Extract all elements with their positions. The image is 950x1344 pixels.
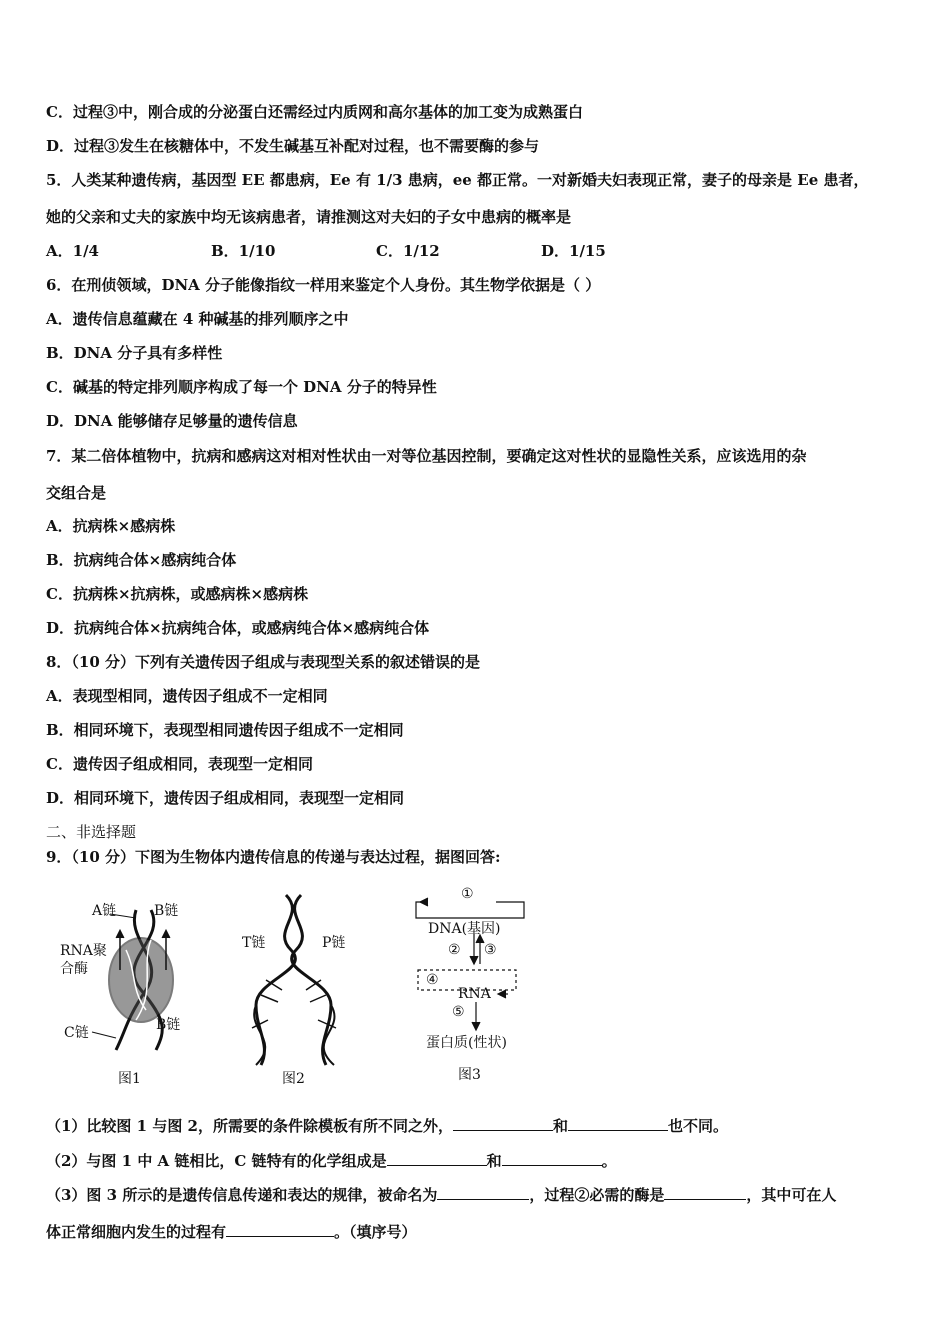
- q9-sub3-mid: ，过程②必需的酶是: [529, 1186, 665, 1204]
- q9-sub3b-end: 。（填序号）: [334, 1223, 417, 1241]
- q6-option-d: D．DNA 能够储存足够量的遗传信息: [46, 412, 298, 430]
- fig1-caption: 图1: [118, 1071, 141, 1087]
- figure2-replication: [252, 895, 336, 1065]
- answer-blank[interactable]: [437, 1184, 529, 1200]
- fig3-label-2: ②: [448, 942, 461, 958]
- q9-sub2: [46, 1150, 617, 1171]
- fig1-label-rna-pol-2: 合酶: [60, 961, 88, 977]
- q8-stem: 8．（10 分）下列有关遗传因子组成与表现型关系的叙述错误的是: [46, 653, 481, 671]
- q6-option-c: C．碱基的特定排列顺序构成了每一个 DNA 分子的特异性: [46, 378, 437, 396]
- q5-stem-line2: 她的父亲和丈夫的家族中均无该病患者，请推测这对夫妇的子女中患病的概率是: [46, 208, 572, 226]
- q8-option-a: A．表现型相同，遗传因子组成不一定相同: [46, 687, 328, 705]
- q9-sub3: [46, 1184, 836, 1205]
- q4-option-c: C．过程③中，刚合成的分泌蛋白还需经过内质网和高尔基体的加工变为成熟蛋白: [46, 103, 583, 121]
- answer-blank[interactable]: [568, 1115, 668, 1131]
- q7-option-c: C．抗病株×抗病株，或感病株×感病株: [46, 585, 309, 603]
- fig3-label-1: ①: [461, 886, 474, 902]
- q6-option-a: A．遗传信息蕴藏在 4 种碱基的排列顺序之中: [46, 310, 349, 328]
- q5-option-d: D．1/15: [541, 242, 606, 260]
- q8-option-d: D．相同环境下，遗传因子组成相同，表现型一定相同: [46, 789, 405, 807]
- q9-sub2-and: 和: [486, 1152, 502, 1170]
- fig2-label-p-chain: P链: [322, 935, 346, 951]
- q9-stem: 9．（10 分）下图为生物体内遗传信息的传递与表达过程，据图回答:: [46, 848, 501, 866]
- q7-stem-line2: 交组合是: [46, 484, 107, 502]
- q7-stem-line1: 7．某二倍体植物中，抗病和感病这对相对性状由一对等位基因控制，要确定这对性状的显隐性关系，应该选用的杂: [46, 447, 807, 465]
- fig3-label-4: ④: [426, 972, 439, 988]
- q9-sub3b-text: 体正常细胞内发生的过程有: [46, 1223, 227, 1241]
- fig3-label-5: ⑤: [452, 1004, 465, 1020]
- fig2-label-t-chain: T链: [242, 935, 266, 951]
- q7-option-a: A．抗病株×感病株: [46, 517, 176, 535]
- q9-sub2-end: 。: [601, 1152, 617, 1170]
- q9-sub3-line2: [46, 1221, 417, 1242]
- q9-sub3-end: ，其中可在人: [746, 1186, 837, 1204]
- answer-blank[interactable]: [664, 1184, 746, 1200]
- fig1-label-c-chain: C链: [64, 1025, 89, 1041]
- fig3-label-3: ③: [484, 942, 497, 958]
- answer-blank[interactable]: [226, 1221, 334, 1237]
- fig2-caption: 图2: [282, 1071, 305, 1087]
- q5-option-a: A．1/4: [46, 242, 99, 260]
- q9-sub1: [46, 1115, 728, 1136]
- q4-option-d: D．过程③发生在核糖体中，不发生碱基互补配对过程，也不需要酶的参与: [46, 137, 540, 155]
- fig1-label-rna-pol-1: RNA聚: [60, 943, 107, 959]
- q5-stem-line1: [46, 170, 868, 190]
- answer-blank[interactable]: [387, 1150, 487, 1166]
- q8-option-c: C．遗传因子组成相同，表现型一定相同: [46, 755, 313, 773]
- fig1-label-b-chain-top: B链: [154, 903, 179, 919]
- fig1-label-a-chain: A链: [92, 903, 117, 919]
- q6-option-b: B．DNA 分子具有多样性: [46, 344, 223, 362]
- q9-sub1-end: 也不同。: [668, 1117, 729, 1135]
- q9-sub2-text: （2）与图 1 中 A 链相比，C 链特有的化学组成是: [46, 1152, 387, 1170]
- fig3-caption: 图3: [458, 1067, 481, 1083]
- q5-stem-text: 5．人类某种遗传病，基因型 EE 都患病，Ee 有 1/3 患病，ee 都正常。一对新婚夫妇表现正常，妻子的母亲是 Ee 患者，: [46, 171, 869, 189]
- q8-option-b: B．相同环境下，表现型相同遗传因子组成不一定相同: [46, 721, 404, 739]
- fig1-label-b-chain-bottom: B链: [156, 1017, 181, 1033]
- q9-sub1-text: （1）比较图 1 与图 2，所需要的条件除模板有所不同之外，: [46, 1117, 453, 1135]
- fig3-label-rna: RNA: [458, 986, 491, 1002]
- section-heading: 二、非选择题: [46, 823, 137, 841]
- fig3-label-protein: 蛋白质(性状): [426, 1035, 507, 1051]
- q6-stem: 6．在刑侦领域，DNA 分子能像指纹一样用来鉴定个人身份。其生物学依据是（ ）: [46, 276, 601, 294]
- q7-option-d: D．抗病纯合体×抗病纯合体，或感病纯合体×感病纯合体: [46, 619, 430, 637]
- answer-blank[interactable]: [502, 1150, 602, 1166]
- answer-blank[interactable]: [453, 1115, 553, 1131]
- q9-sub3-text: （3）图 3 所示的是遗传信息传递和表达的规律，被命名为: [46, 1186, 438, 1204]
- q9-sub1-and: 和: [552, 1117, 568, 1135]
- q5-option-b: B．1/10: [211, 242, 276, 260]
- q9-figures: [56, 880, 556, 1090]
- q7-option-b: B．抗病纯合体×感病纯合体: [46, 551, 237, 569]
- fig3-label-dna: DNA(基因): [428, 921, 501, 937]
- q5-option-c: C．1/12: [376, 242, 440, 260]
- q9-figure-art: [56, 880, 556, 1090]
- q5-options: [46, 241, 606, 261]
